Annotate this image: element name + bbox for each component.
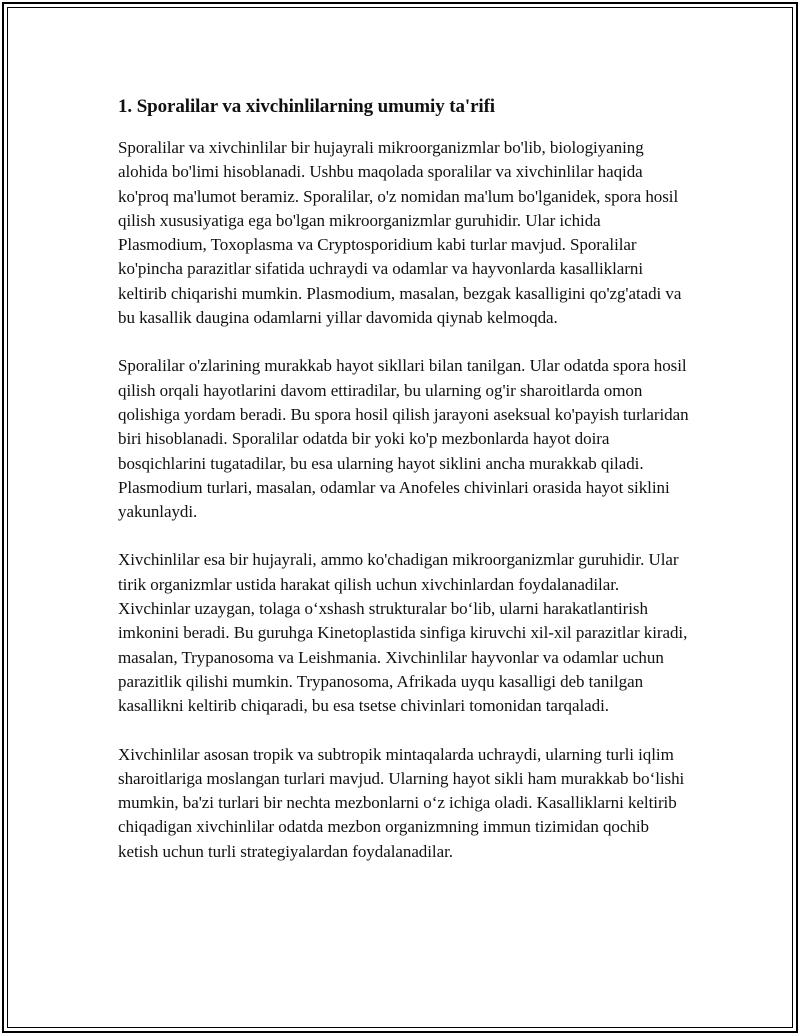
paragraph-2: Sporalilar o'zlarining murakkab hayot sikllari bilan tanilgan. Ular odatda spora hosil qilish orqali hayotlarini davom ettiradilar, bu ularning og'ir sharoitlarda omon qolishiga yordam beradi. Bu spora hosil qilish jarayoni aseksual ko'payish turlaridan biri hisoblanadi. Sporalilar odatda bir yoki ko'p mezbonlarda hayot doira bosqichlarini tugatadilar, bu esa ularning hayot siklini ancha murakkab qiladi. Plasmodium turlari, masalan, odamlar va Anofeles chivinlari orasida hayot siklini yakunlaydi.: [118, 356, 689, 522]
document-content: [118, 95, 693, 864]
paragraph-3: Xivchinlilar esa bir hujayrali, ammo ko'chadigan mikroorganizmlar guruhidir. Ular tirik organizmlar ustida harakat qilish uchun xivchinlardan foydalanadilar. Xivchinlar uzaygan, tolaga o‘xshash strukturalar bo‘lib, ularni harakatlantirish imkonini beradi. Bu guruhga Kinetoplastida sinfiga kiruvchi xil-xil parazitlar kiradi, masalan, Trypanosoma va Leishmania. Xivchinlilar hayvonlar va odamlar uchun parazitlik qilishi mumkin. Trypanosoma, Afrikada uyqu kasalligi deb tanilgan kasallikni keltirib chiqaradi, bu esa tsetse chivinlari tomonidan tarqaladi.: [118, 550, 688, 716]
section-title: 1. Sporalilar va xivchinlilarning umumiy ta'rifi: [118, 96, 495, 117]
paragraph-1: Sporalilar va xivchinlilar bir hujayrali mikroorganizmlar bo'lib, biologiyaning alohida bo'limi hisoblanadi. Ushbu maqolada sporalilar va xivchinlilar haqida ko'proq ma'lumot beramiz. Sporalilar, o'z nomidan ma'lum bo'lganidek, spora hosil qilish xususiyatiga ega bo'lgan mikroorganizmlar guruhidir. Ular ichida Plasmodium, Toxoplasma va Cryptosporidium kabi turlar mavjud. Sporalilar ko'pincha parazitlar sifatida uchraydi va odamlar va hayvonlarda kasalliklarni keltirib chiqarishi mumkin. Plasmodium, masalan, bezgak kasalligini qo'zg'atadi va bu kasallik daugina odamlarni yillar davomida qiynab kelmoqda.: [118, 138, 682, 328]
paragraph-4: Xivchinlilar asosan tropik va subtropik mintaqalarda uchraydi, ularning turli iqlim sharoitlariga moslangan turlari mavjud. Ularning hayot sikli ham murakkab bo‘lishi mumkin, ba'zi turlari bir nechta mezbonlarni o‘z ichiga oladi. Kasalliklarni keltirib chiqadigan xivchinlilar odatda mezbon organizmning immun tizimidan qochib ketish uchun turli strategiyalardan foydalanadilar.: [118, 744, 685, 861]
